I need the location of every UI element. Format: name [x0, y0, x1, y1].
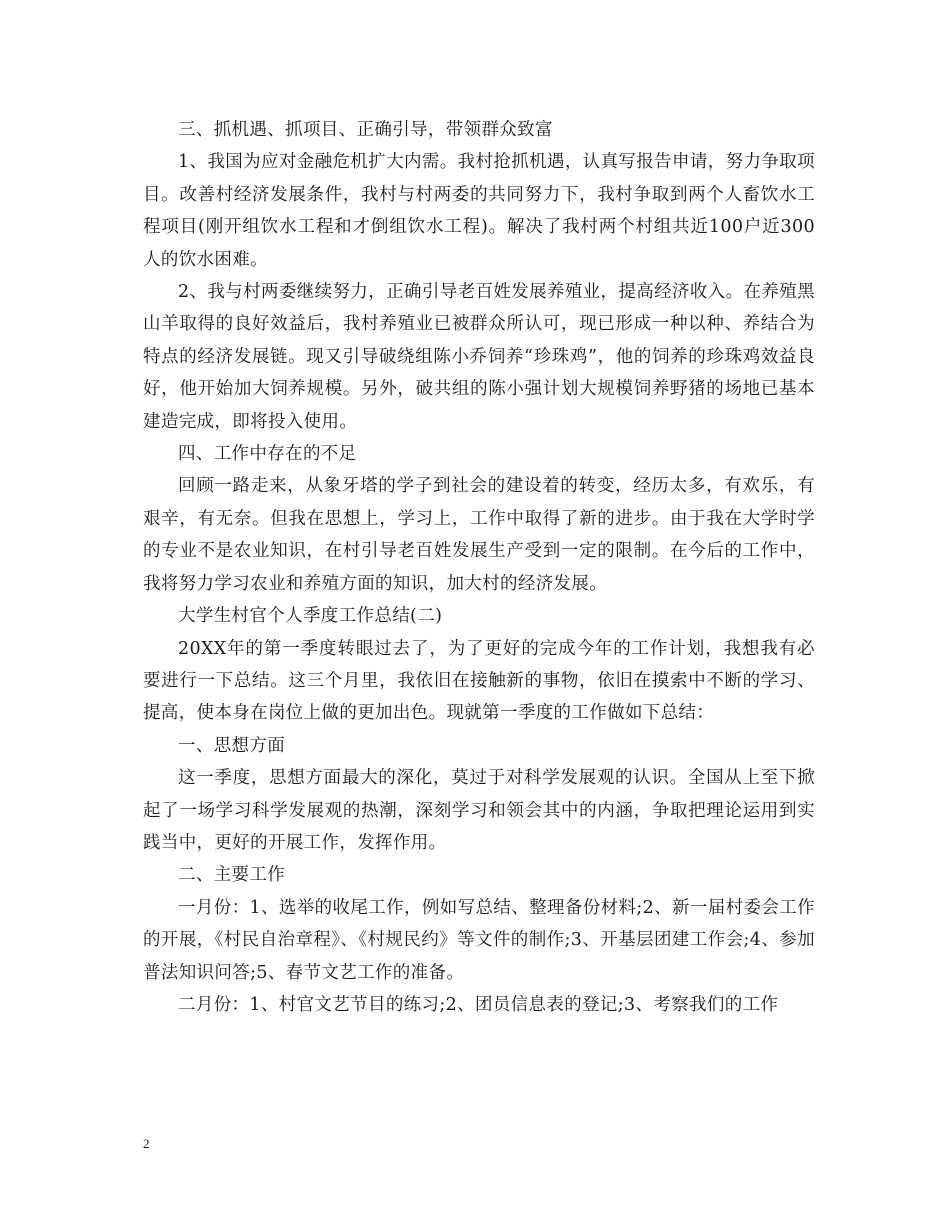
- paragraph: 一月份：1、选举的收尾工作，例如写总结、整理备份材料;2、新一届村委会工作的开展，《村民自治章程》、《村规民约》等文件的制作;3、开基层团建工作会;4、参加普法知识问答;5、春节文艺工作的准备。: [143, 897, 815, 983]
- paragraph: 20XX年的第一季度转眼过去了，为了更好的完成今年的工作计划，我想我有必要进行一下总结。这三个月里，我依旧在接触新的事物，依旧在摸索中不断的学习、提高，使本身在岗位上做的更加出色。现就第一季度的工作做如下总结：: [143, 638, 815, 724]
- document-subtitle: 大学生村官个人季度工作总结(二): [178, 606, 443, 627]
- section-heading: 一、思想方面: [178, 735, 286, 756]
- section-heading: 三、抓机遇、抓项目、正确引导，带领群众致富: [178, 120, 553, 140]
- section-heading: 二、主要工作: [178, 865, 286, 886]
- paragraph: 1、我国为应对金融危机扩大内需。我村抢抓机遇，认真写报告申请，努力争取项目。改善村经济发展条件，我村与村两委的共同努力下，我村争取到两个人畜饮水工程项目(刚开组饮水工程和才倒组饮水工程)。解决了我村两个村组共近100户近300人的饮水困难。: [143, 152, 815, 270]
- paragraph: 2、我与村两委继续努力，正确引导老百姓发展养殖业，提高经济收入。在养殖黑山羊取得的良好效益后，我村养殖业已被群众所认可，现已形成一种以种、养结合为特点的经济发展链。现又引导破绕组陈小乔饲养“珍珠鸡”，他的饲养的珍珠鸡效益良好，他开始加大饲养规模。另外，破共组的陈小强计划大规模饲养野猪的场地已基本建造完成，即将投入使用。: [143, 282, 815, 432]
- paragraph: 回顾一路走来，从象牙塔的学子到社会的建设着的转变，经历太多，有欢乐，有艰辛，有无奈。但我在思想上，学习上，工作中取得了新的进步。由于我在大学时学的专业不是农业知识，在村引导老百姓发展生产受到一定的限制。在今后的工作中，我将努力学习农业和养殖方面的知识，加大村的经济发展。: [143, 476, 815, 594]
- section-heading: 四、工作中存在的不足: [178, 444, 357, 465]
- paragraph: 这一季度，思想方面最大的深化，莫过于对科学发展观的认识。全国从上至下掀起了一场学习科学发展观的热潮，深刻学习和领会其中的内涵，争取把理论运用到实践当中，更好的开展工作，发挥作用。: [143, 768, 815, 853]
- paragraph: 二月份：1、村官文艺节目的练习;2、团员信息表的登记;3、考察我们的工作: [178, 994, 779, 1015]
- page-number: 2: [143, 1136, 150, 1151]
- document-body: [143, 114, 815, 1021]
